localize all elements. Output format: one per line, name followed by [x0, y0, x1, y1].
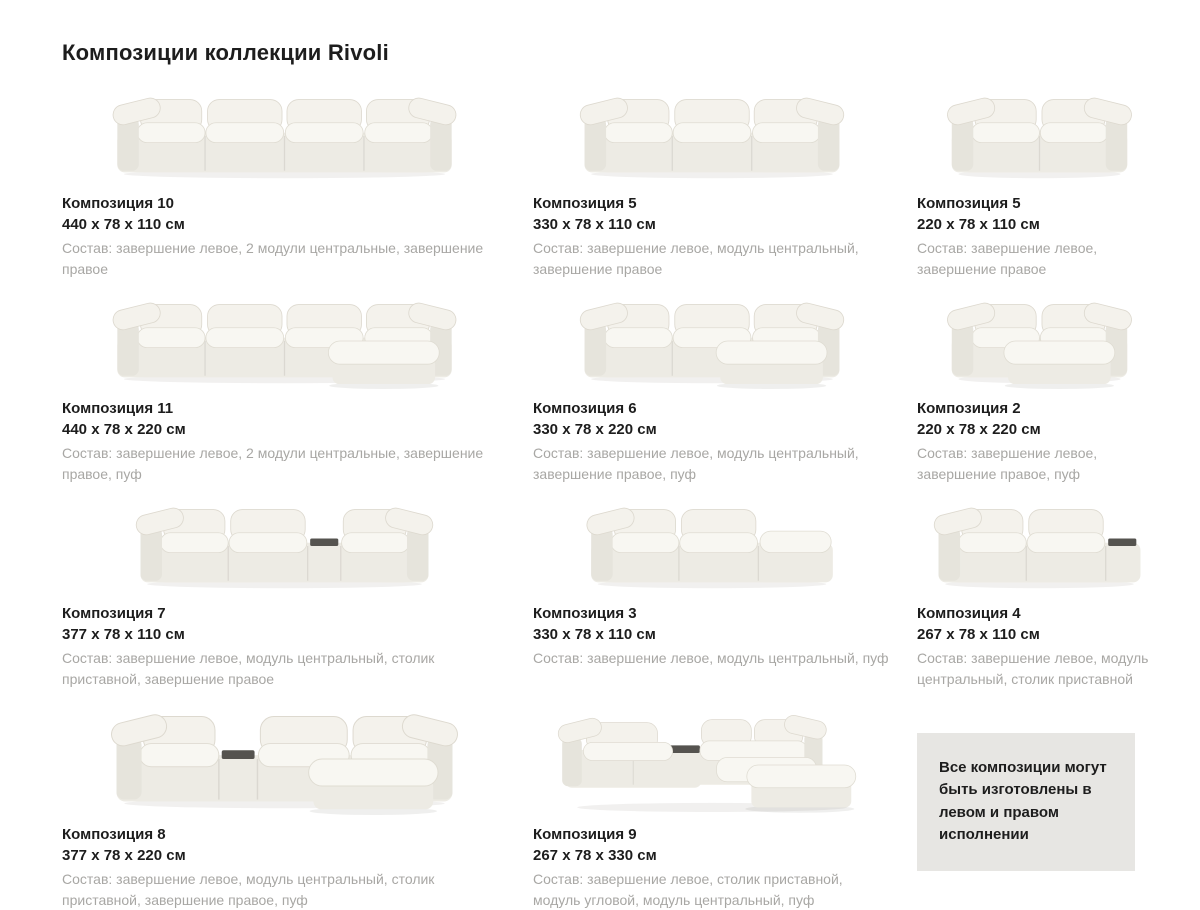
composition-card — [62, 703, 507, 910]
composition-card — [533, 498, 891, 689]
sofa-image — [533, 88, 891, 184]
composition-dimensions: 330 x 78 x 110 см — [533, 215, 656, 233]
composition-card — [917, 88, 1162, 279]
composition-card — [533, 703, 891, 910]
sofa-image — [533, 293, 891, 389]
sofa-image — [533, 498, 891, 594]
composition-description: Состав: завершение левое, модуль центральный, завершение правое, пуф — [533, 445, 859, 482]
composition-description: Состав: завершение левое, модуль центральный, столик приставной — [917, 650, 1149, 687]
composition-name: Композиция 11 — [62, 399, 174, 417]
composition-name: Композиция 6 — [533, 399, 637, 417]
composition-card — [533, 88, 891, 279]
composition-name: Композиция 5 — [917, 195, 1021, 212]
composition-dimensions: 220 x 78 x 110 см — [917, 215, 1040, 233]
composition-description: Состав: завершение левое, модуль центральный, пуф — [533, 650, 889, 667]
composition-card — [533, 293, 891, 484]
composition-dimensions: 330 x 78 x 110 см — [533, 625, 656, 643]
composition-card — [917, 498, 1162, 689]
composition-card — [917, 293, 1162, 484]
composition-description: Состав: завершение левое, модуль центральный, столик приставной, завершение правое — [62, 650, 435, 687]
composition-card — [62, 498, 507, 689]
composition-description: Состав: завершение левое, модуль центральный, столик приставной, завершение правое, пуф — [62, 871, 435, 908]
composition-description: Состав: завершение левое, 2 модули центральные, завершение правое — [62, 240, 484, 277]
all-compositions-note: Все композиции могут быть изготовлены в левом и правом исполнении — [917, 733, 1135, 871]
composition-name: Композиция 9 — [533, 825, 637, 843]
composition-dimensions: 440 x 78 x 110 см — [62, 215, 185, 233]
composition-description: Состав: завершение левое, 2 модули центральные, завершение правое, пуф — [62, 445, 484, 482]
composition-name: Композиция 3 — [533, 604, 637, 622]
composition-name: Композиция 5 — [533, 195, 637, 212]
page-title: Композиции коллекции Rivoli — [62, 40, 389, 65]
composition-name: Композиция 2 — [917, 399, 1021, 417]
sofa-image — [917, 498, 1162, 594]
composition-card — [62, 88, 507, 279]
composition-description: Состав: завершение левое, завершение правое — [917, 240, 1098, 277]
composition-dimensions: 377 x 78 x 220 см — [62, 846, 186, 864]
composition-dimensions: 440 x 78 x 220 см — [62, 420, 186, 438]
composition-name: Композиция 7 — [62, 604, 166, 622]
composition-dimensions: 377 x 78 x 110 см — [62, 625, 185, 643]
sofa-image — [917, 88, 1162, 184]
composition-name: Композиция 4 — [917, 604, 1021, 622]
composition-card — [62, 293, 507, 484]
composition-dimensions: 220 x 78 x 220 см — [917, 420, 1041, 438]
compositions-grid — [62, 88, 1155, 910]
composition-description: Состав: завершение левое, столик приставной, модуль угловой, модуль центральный, пуф — [533, 871, 843, 908]
sofa-image — [62, 703, 507, 815]
composition-name: Композиция 8 — [62, 825, 166, 843]
sofa-image — [62, 498, 507, 594]
composition-description: Состав: завершение левое, модуль центральный, завершение правое — [533, 240, 859, 277]
composition-dimensions: 267 x 78 x 330 см — [533, 846, 657, 864]
sofa-image — [62, 293, 507, 389]
composition-dimensions: 330 x 78 x 220 см — [533, 420, 657, 438]
composition-description: Состав: завершение левое, завершение правое, пуф — [917, 445, 1098, 482]
sofa-image — [533, 703, 891, 815]
composition-name: Композиция 10 — [62, 195, 174, 212]
sofa-image — [62, 88, 507, 184]
sofa-image — [917, 293, 1162, 389]
composition-dimensions: 267 x 78 x 110 см — [917, 625, 1040, 643]
